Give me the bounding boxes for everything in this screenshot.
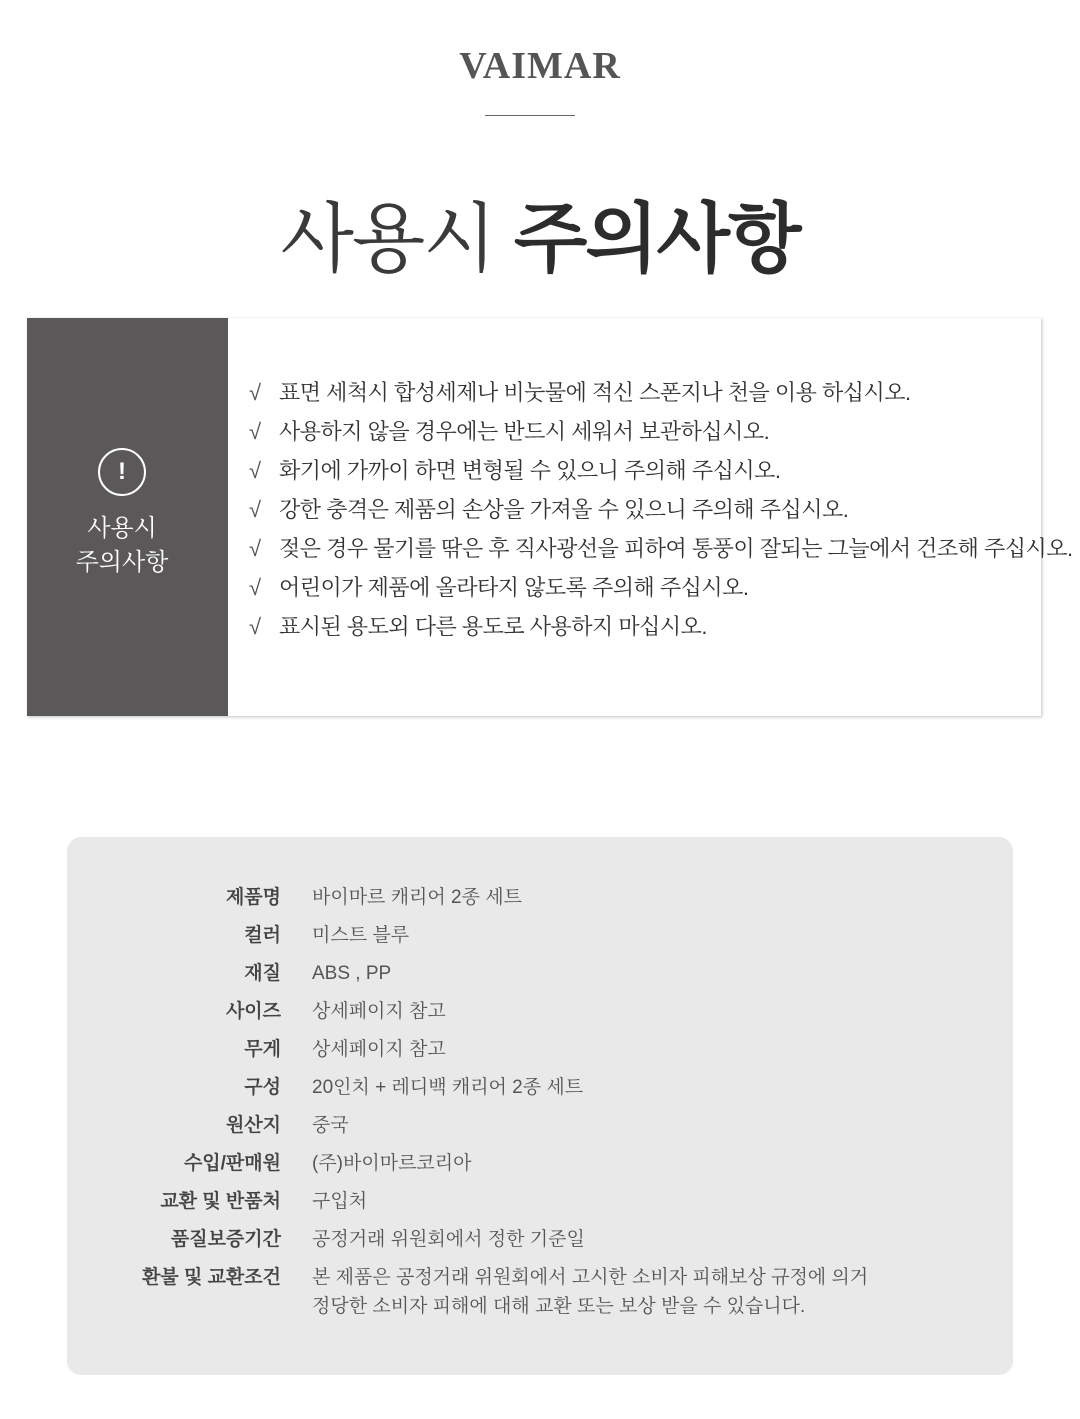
spec-label: 제품명 — [225, 887, 281, 908]
spec-row — [67, 1031, 1013, 1069]
caution-item-text: 표면 세척시 합성세제나 비눗물에 적신 스폰지나 천을 이용 하십시오. — [279, 380, 911, 405]
caution-item-text: 젖은 경우 물기를 딲은 후 직사광선을 피하여 통풍이 잘되는 그늘에서 건조해 주십시오. — [279, 536, 1073, 561]
caution-item — [249, 373, 1073, 412]
caution-item — [249, 607, 1073, 646]
spec-row — [67, 917, 1013, 955]
caution-item — [249, 490, 1073, 529]
page-title — [0, 178, 1080, 287]
spec-row — [67, 1069, 1013, 1107]
spec-value: (주)바이마르코리아 — [312, 1153, 472, 1174]
spec-value: 중국 — [312, 1115, 349, 1136]
spec-value: 상세페이지 참고 — [312, 1001, 446, 1022]
spec-label: 구성 — [244, 1077, 281, 1098]
check-icon: √ — [249, 380, 261, 405]
spec-value — [312, 1259, 1013, 1321]
product-spec-box — [67, 837, 1013, 1375]
spec-row — [67, 1145, 1013, 1183]
spec-label: 무게 — [244, 1039, 281, 1060]
page-title-bold: 주의사항 — [513, 197, 800, 282]
spec-row — [67, 1107, 1013, 1145]
check-icon: √ — [249, 497, 261, 522]
spec-label: 환불 및 교환조건 — [141, 1267, 281, 1288]
caution-list — [249, 373, 1073, 646]
spec-label: 교환 및 반품처 — [160, 1191, 281, 1212]
spec-value: 상세페이지 참고 — [312, 1039, 446, 1060]
spec-label: 품질보증기간 — [170, 1229, 281, 1250]
brand-logo: VAIMAR — [459, 45, 621, 87]
caution-item — [249, 529, 1073, 568]
check-icon: √ — [249, 614, 261, 639]
caution-item — [249, 451, 1073, 490]
spec-row — [67, 1183, 1013, 1221]
caution-item-text: 표시된 용도외 다른 용도로 사용하지 마십시오. — [279, 614, 707, 639]
brand-divider — [485, 115, 575, 116]
caution-item — [249, 412, 1073, 451]
spec-value-line2: 정당한 소비자 피해에 대해 교환 또는 보상 받을 수 있습니다. — [312, 1296, 806, 1317]
spec-value: 20인치 + 레디백 캐리어 2종 세트 — [312, 1077, 584, 1098]
caution-side-label-line2: 주의사항 — [75, 549, 169, 576]
spec-value: 미스트 블루 — [312, 925, 410, 946]
page-title-light: 사용시 — [280, 197, 514, 282]
spec-label: 사이즈 — [225, 1001, 281, 1022]
exclamation-circle-icon: ! — [98, 448, 146, 496]
spec-label: 재질 — [244, 963, 281, 984]
caution-side-label — [27, 512, 217, 580]
caution-item — [249, 568, 1073, 607]
spec-row — [67, 993, 1013, 1031]
spec-label: 원산지 — [225, 1115, 281, 1136]
caution-item-text: 강한 충격은 제품의 손상을 가져올 수 있으니 주의해 주십시오. — [279, 497, 849, 522]
spec-value: 공정거래 위원회에서 정한 기준일 — [312, 1229, 585, 1250]
caution-panel — [27, 318, 1073, 716]
spec-row — [67, 1259, 1013, 1321]
check-icon: √ — [249, 458, 261, 483]
caution-item-text: 사용하지 않을 경우에는 반드시 세워서 보관하십시오. — [279, 419, 770, 444]
caution-item-text: 어린이가 제품에 올라타지 않도록 주의해 주십시오. — [279, 575, 749, 600]
spec-label: 수입/판매원 — [183, 1153, 281, 1174]
caution-side-label-line1: 사용시 — [87, 515, 157, 542]
spec-table — [67, 879, 1013, 1321]
spec-value: 구입처 — [312, 1191, 368, 1212]
spec-row — [67, 1221, 1013, 1259]
check-icon: √ — [249, 419, 261, 444]
spec-label: 컬러 — [244, 925, 281, 946]
spec-value: 바이마르 캐리어 2종 세트 — [312, 887, 522, 908]
caution-sidebar — [27, 318, 228, 716]
spec-value-line1: 본 제품은 공정거래 위원회에서 고시한 소비자 피해보상 규정에 의거 — [312, 1267, 869, 1288]
spec-value: ABS , PP — [312, 963, 392, 984]
caution-item-text: 화기에 가까이 하면 변형될 수 있으니 주의해 주십시오. — [279, 458, 781, 483]
spec-row — [67, 879, 1013, 917]
spec-row — [67, 955, 1013, 993]
check-icon: √ — [249, 536, 261, 561]
check-icon: √ — [249, 575, 261, 600]
